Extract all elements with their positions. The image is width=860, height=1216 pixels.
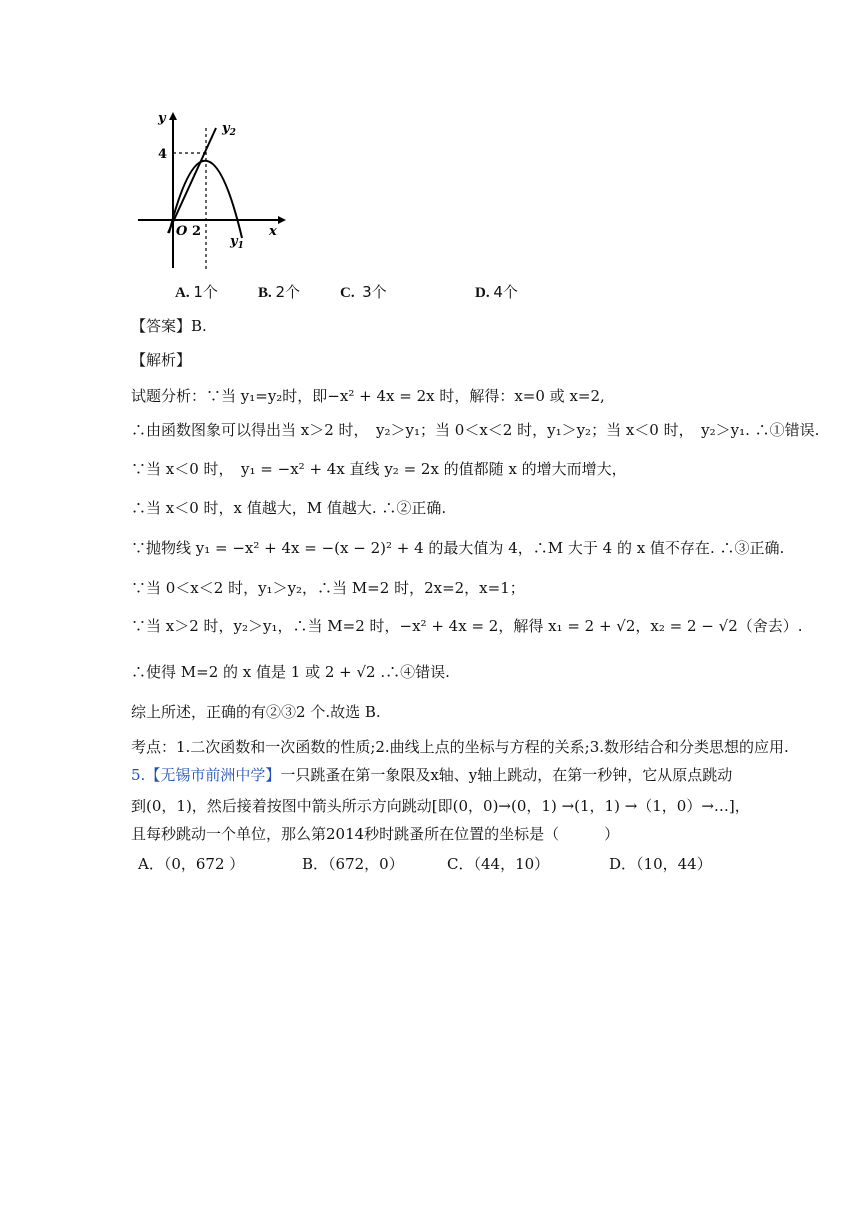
q4-option-d [475,281,518,302]
line-y2 [168,128,216,233]
y2-label-sub: 2 [229,128,236,138]
x-axis-arrow [278,216,286,224]
analysis-line-3: ∵当 x＜0 时， y₁ = −x² + 4x 直线 y₂ = 2x 的值都随 x 的增大而增大， [131,460,627,478]
analysis-line-7: ∵当 x＞2 时，y₂＞y₁，∴当 M=2 时，−x² + 4x = 2，解得 x₁ = 2 + √2，x₂ = 2 − √2（舍去）. [131,617,803,635]
option-a-value: 1个 [193,283,218,301]
answer-line: 【答案】B. [131,317,207,335]
option-b-value: 2个 [275,283,301,301]
question-5-option-c: C．（44，10） [447,855,550,873]
y-tick-4: 4 [158,147,168,162]
analysis-line-2: ∴由函数图象可以得出当 x＞2 时， y₂＞y₁；当 0＜x＜2 时，y₁＞y₂；当 x＜0 时， y₂＞y₁. ∴①错误. [131,421,820,439]
y1-label-sub: 1 [237,241,244,251]
option-c-letter: C. [340,285,355,301]
analysis-line-5: ∵抛物线 y₁ = −x² + 4x = −(x − 2)² + 4 的最大值为 4，∴M 大于 4 的 x 值不存在. ∴③正确. [131,539,785,557]
y-axis-arrow [169,112,177,120]
analysis-line-9: 综上所述，正确的有②③2 个.故选 B. [131,703,381,721]
y1-label-text: y [230,234,238,249]
option-d-letter: D. [475,285,490,301]
y2-label [221,121,236,138]
x-tick-2: 2 [192,224,202,239]
question-5-text-1: 一只跳蚤在第一象限及x轴、y轴上跳动，在第一秒钟，它从原点跳动 [280,766,733,784]
q4-option-b [258,281,300,302]
analysis-line-1: 试题分析：∵当 y₁=y₂时，即−x² + 4x = 2x 时，解得：x=0 或 x=2, [131,387,605,405]
option-a-letter: A. [175,285,190,301]
question-5-line-1 [131,765,732,785]
question-5-source: 【无锡市前洲中学】 [145,766,281,784]
question-5-line-2: 到(0，1)，然后接着按图中箭头所示方向跳动[即(0，0)→(0，1) →(1，1) →（1，0）→…]， [131,797,750,815]
x-axis-label: x [269,224,277,239]
question-5-option-d: D．（10，44） [609,855,712,873]
option-c-value: 3个 [362,283,387,301]
key-points-line: 考点：1.二次函数和一次函数的性质;2.曲线上点的坐标与方程的关系;3.数形结合和分类思想的应用. [131,738,789,756]
function-graph [138,108,288,270]
option-d-value: 4个 [493,283,518,301]
analysis-title: 【解析】 [131,351,192,369]
option-b-letter: B. [258,285,272,301]
question-5-option-b: B．（672，0） [302,855,404,873]
analysis-line-4: ∴当 x＜0 时，x 值越大，M 值越大. ∴②正确. [131,499,447,517]
y2-label-text: y [222,121,230,136]
analysis-line-8: ∴使得 M=2 的 x 值是 1 或 2 + √2 .∴④错误. [131,663,450,681]
analysis-line-6: ∵当 0＜x＜2 时，y₁＞y₂，∴当 M=2 时，2x=2，x=1； [131,579,525,597]
q4-option-a [175,281,218,302]
y-axis-label: y [158,111,166,126]
origin-label: O [176,224,188,239]
question-5-number: 5. [131,766,146,784]
question-5-line-3: 且每秒跳动一个单位，那么第2014秒时跳蚤所在位置的坐标是（ ） [131,825,620,843]
question-5-option-a: A．（0，672 ） [138,855,245,873]
q4-option-c [340,281,387,302]
